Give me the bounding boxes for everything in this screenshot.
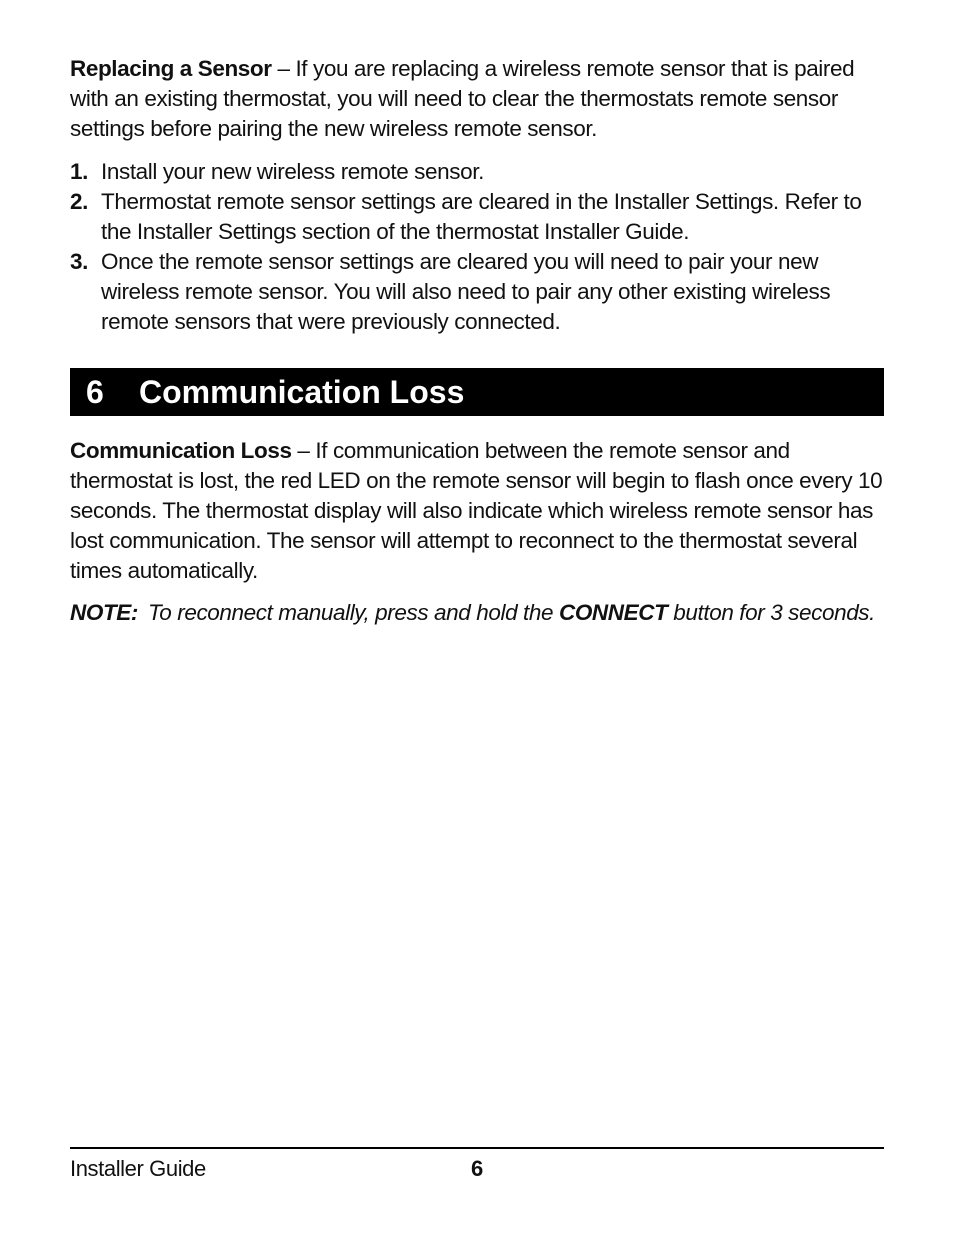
section-heading-bar [70, 368, 884, 416]
document-page [70, 0, 884, 1235]
step-text: Once the remote sensor settings are cleared you will need to pair your new wireless remote sensor. You will also need to pair any other existing wireless remote sensors that were previously connected. [101, 249, 831, 334]
note-paragraph [70, 598, 884, 628]
footer-title: Installer Guide [70, 1156, 206, 1181]
communication-loss-text: – If communication between the remote sensor and thermostat is lost, the red LED on the remote sensor will begin to flash once every 10 seconds. The thermostat display will also indicate which wireless remote sensor has lost communication. The sensor will attempt to reconnect to the thermostat several times automatically. [70, 438, 883, 583]
footer-divider [70, 1147, 884, 1149]
list-item [70, 247, 884, 337]
note-label: NOTE: [70, 600, 138, 625]
replacing-sensor-label: Replacing a Sensor [70, 56, 272, 81]
step-number: 2. [70, 189, 88, 214]
section-title: Communication Loss [139, 374, 465, 410]
list-item [70, 187, 884, 247]
replacing-sensor-text: – If you are replacing a wireless remote sensor that is paired with an existing thermostat, you will need to clear the thermostats remote sensor settings before pairing the new wireless remote sensor. [70, 56, 855, 141]
step-text: Install your new wireless remote sensor. [101, 159, 484, 184]
section-number: 6 [86, 374, 104, 410]
step-number: 1. [70, 159, 88, 184]
communication-loss-paragraph [70, 436, 884, 586]
note-text-after: button for 3 seconds. [667, 600, 876, 625]
note-connect-key: CONNECT [558, 600, 668, 625]
communication-loss-label: Communication Loss [70, 438, 292, 463]
steps-list [70, 157, 884, 337]
step-text: Thermostat remote sensor settings are cleared in the Installer Settings. Refer to the Installer Settings section of the thermostat Installer Guide. [101, 189, 862, 244]
page-number: 6 [471, 1156, 484, 1181]
note-text-before: To reconnect manually, press and hold the [148, 600, 559, 625]
list-item [70, 157, 884, 187]
step-number: 3. [70, 249, 88, 274]
replacing-sensor-paragraph [70, 54, 884, 144]
